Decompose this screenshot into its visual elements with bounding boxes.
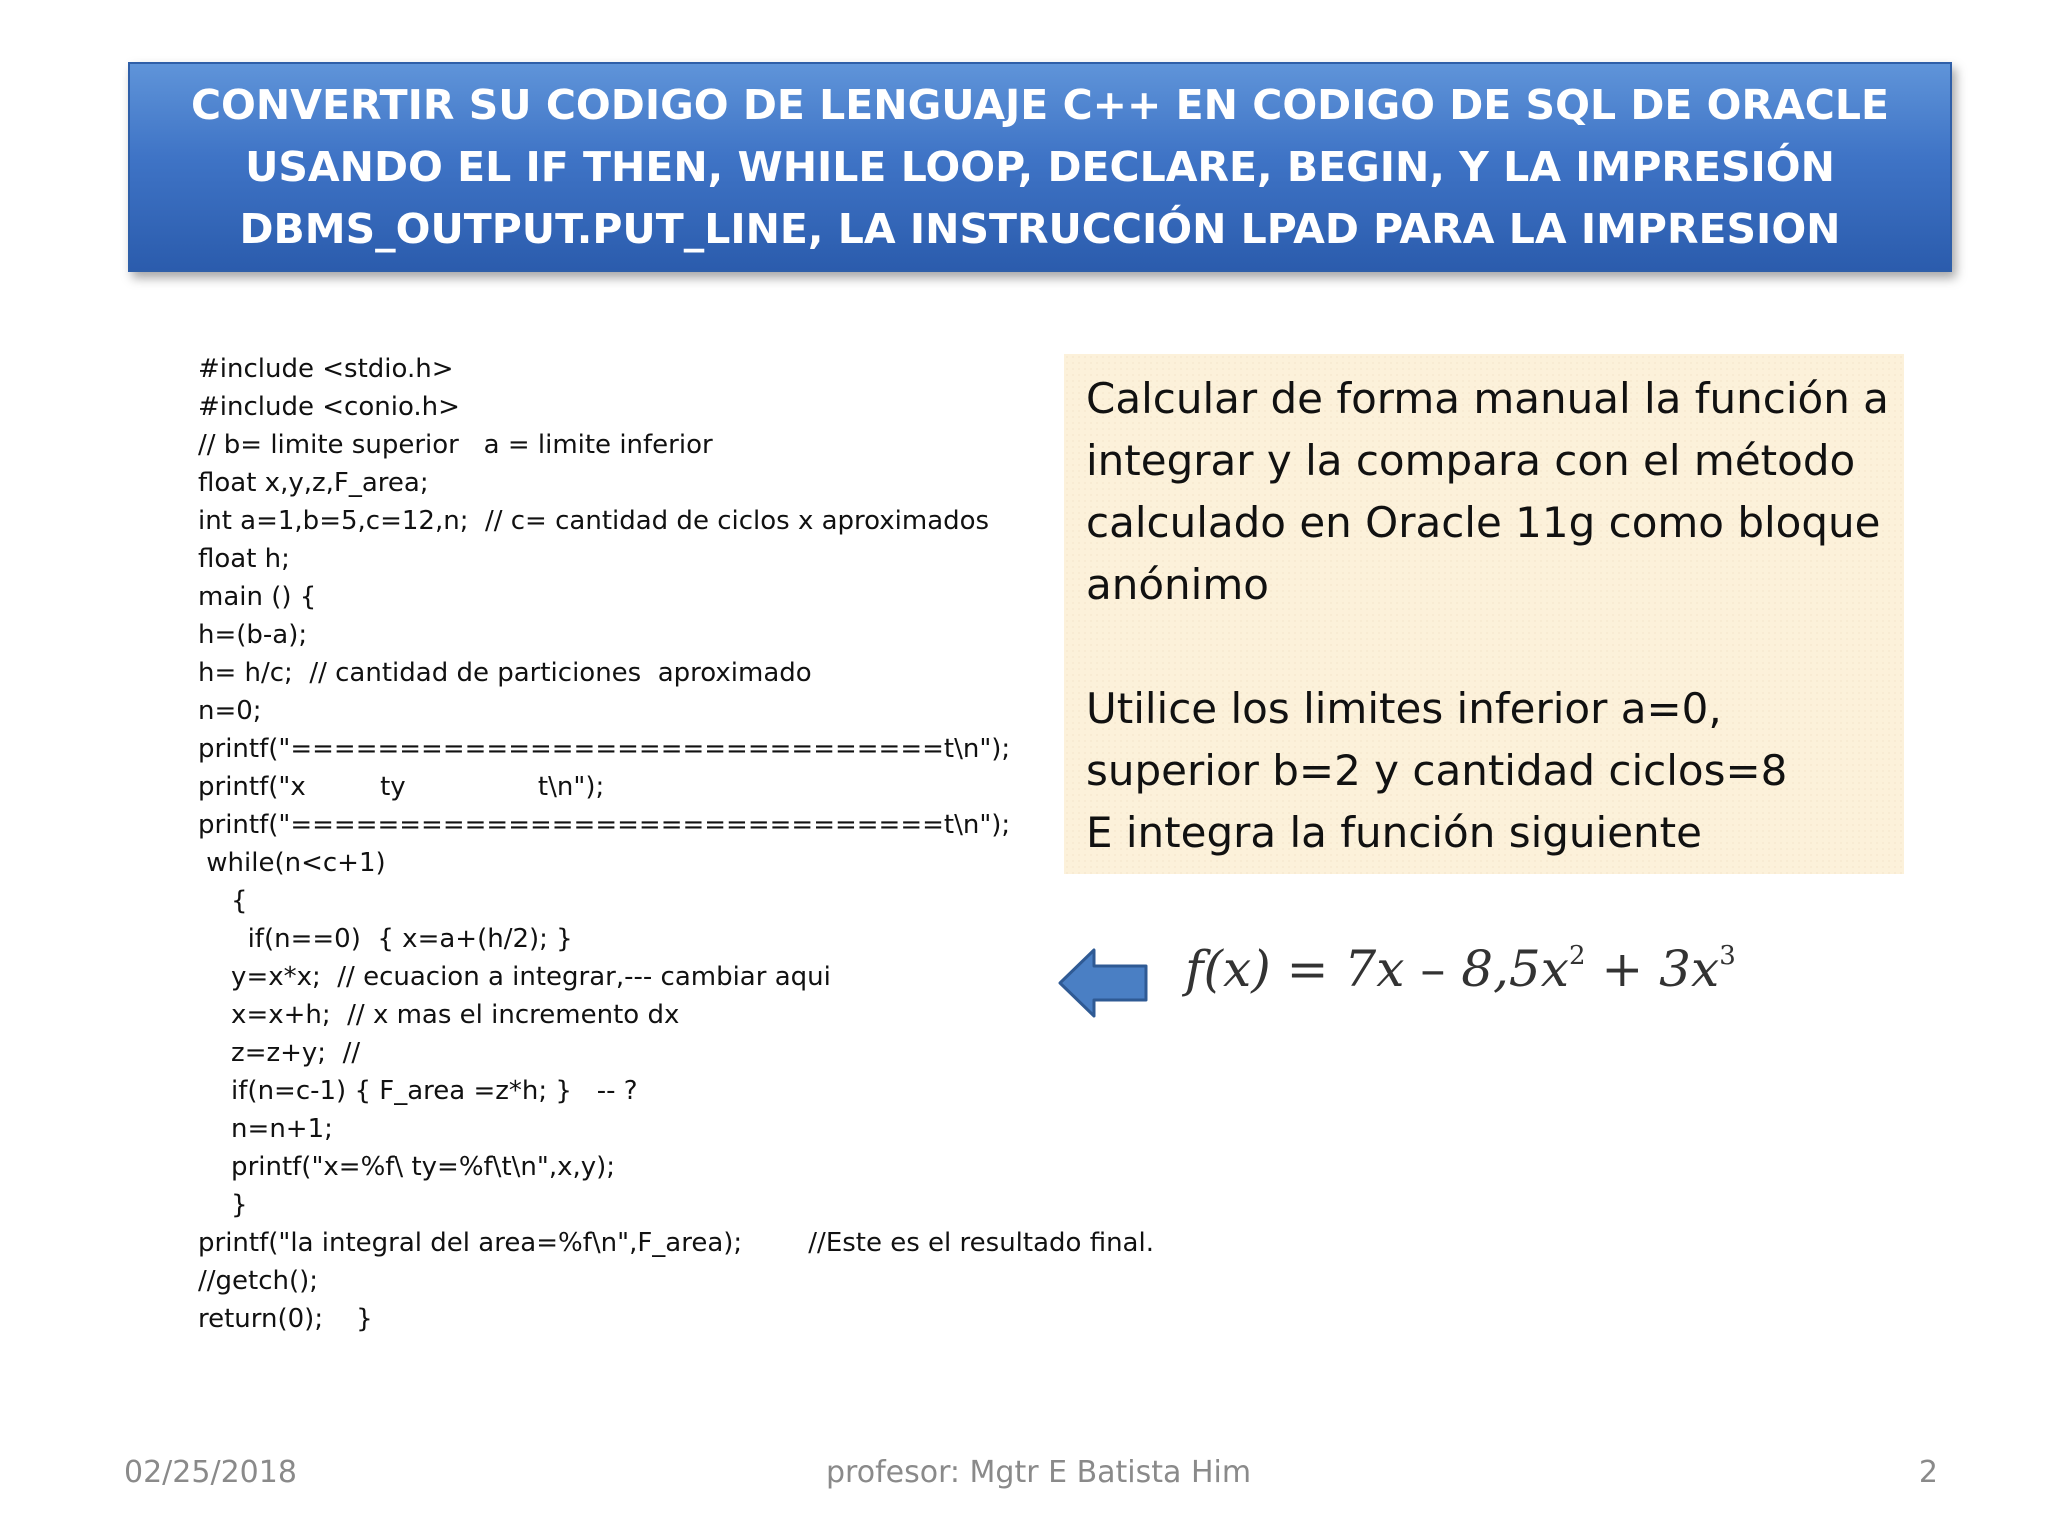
left-arrow-icon <box>1058 948 1148 1018</box>
formula-equals: = <box>1270 940 1345 998</box>
code-line: float x,y,z,F_area; <box>198 468 429 498</box>
instruction-line: superior b=2 y cantidad ciclos=8 <box>1086 746 1788 795</box>
code-line: if(n==0) { x=a+(h/2); } <box>198 924 573 954</box>
code-line: h=(b-a); <box>198 620 308 650</box>
formula-op-1: – <box>1404 940 1462 998</box>
code-line: n=0; <box>198 696 262 726</box>
paragraph-gap <box>1086 616 1882 678</box>
footer-author: profesor: Mgtr E Batista Him <box>826 1455 1252 1490</box>
instruction-box <box>1064 354 1904 874</box>
code-line: h= h/c; // cantidad de particiones aproximado <box>198 658 812 688</box>
footer-date: 02/25/2018 <box>124 1455 297 1490</box>
code-line: // b= limite superior a = limite inferior <box>198 430 713 460</box>
code-line: printf("x=%f\ ty=%f\t\n",x,y); <box>198 1152 616 1182</box>
integrand-formula <box>1185 940 1736 998</box>
instruction-line: calculado en Oracle 11g como bloque <box>1086 498 1881 547</box>
formula-op-2: + <box>1585 940 1660 998</box>
formula-exponent-3: 3 <box>1719 941 1736 971</box>
code-line: float h; <box>198 544 290 574</box>
code-listing <box>198 350 1198 1338</box>
code-line: printf("la integral del area=%f\n",F_area); //Este es el resultado final. <box>198 1228 1154 1258</box>
formula-lhs: f(x) <box>1185 940 1271 998</box>
instruction-line: anónimo <box>1086 560 1269 609</box>
title-line-1: CONVERTIR SU CODIGO DE LENGUAJE C++ EN CODIGO DE SQL DE ORACLE <box>190 81 1890 129</box>
instruction-line: E integra la función siguiente <box>1086 808 1702 857</box>
title-line-2: USANDO EL IF THEN, WHILE LOOP, DECLARE, BEGIN, Y LA IMPRESIÓN <box>245 143 1835 191</box>
instruction-line: Utilice los limites inferior a=0, <box>1086 684 1722 733</box>
code-line: #include <conio.h> <box>198 392 460 422</box>
title-line-3: DBMS_OUTPUT.PUT_LINE, LA INSTRUCCIÓN LPAD PARA LA IMPRESION <box>239 205 1841 253</box>
code-line: x=x+h; // x mas el incremento dx <box>198 1000 680 1030</box>
code-line: int a=1,b=5,c=12,n; // c= cantidad de ciclos x aproximados <box>198 506 990 536</box>
code-line: y=x*x; // ecuacion a integrar,--- cambiar aqui <box>198 962 831 992</box>
code-line: printf("x ty t\n"); <box>198 772 605 802</box>
formula-term-2: 8,5x <box>1461 940 1569 998</box>
code-line: n=n+1; <box>198 1114 333 1144</box>
code-line: while(n<c+1) <box>198 848 386 878</box>
instruction-line: Calcular de forma manual la función a <box>1086 374 1889 423</box>
code-line: if(n=c-1) { F_area =z*h; } -- ? <box>198 1076 638 1106</box>
code-line: #include <stdio.h> <box>198 354 454 384</box>
code-line: } <box>198 1190 248 1220</box>
code-line: //getch(); <box>198 1266 319 1296</box>
instruction-line: integrar y la compara con el método <box>1086 436 1856 485</box>
code-line: { <box>198 886 248 916</box>
code-line: printf("==============================t\n"); <box>198 734 1011 764</box>
code-line: z=z+y; // <box>198 1038 361 1068</box>
code-line: main () { <box>198 582 317 612</box>
formula-term-1: 7x <box>1344 940 1405 998</box>
title-banner <box>128 62 1952 272</box>
slide-number: 2 <box>1918 1455 1938 1490</box>
code-line: return(0); } <box>198 1304 373 1334</box>
formula-term-3: 3x <box>1659 940 1720 998</box>
code-line: printf("==============================t\n"); <box>198 810 1011 840</box>
formula-exponent-2: 2 <box>1568 941 1586 971</box>
